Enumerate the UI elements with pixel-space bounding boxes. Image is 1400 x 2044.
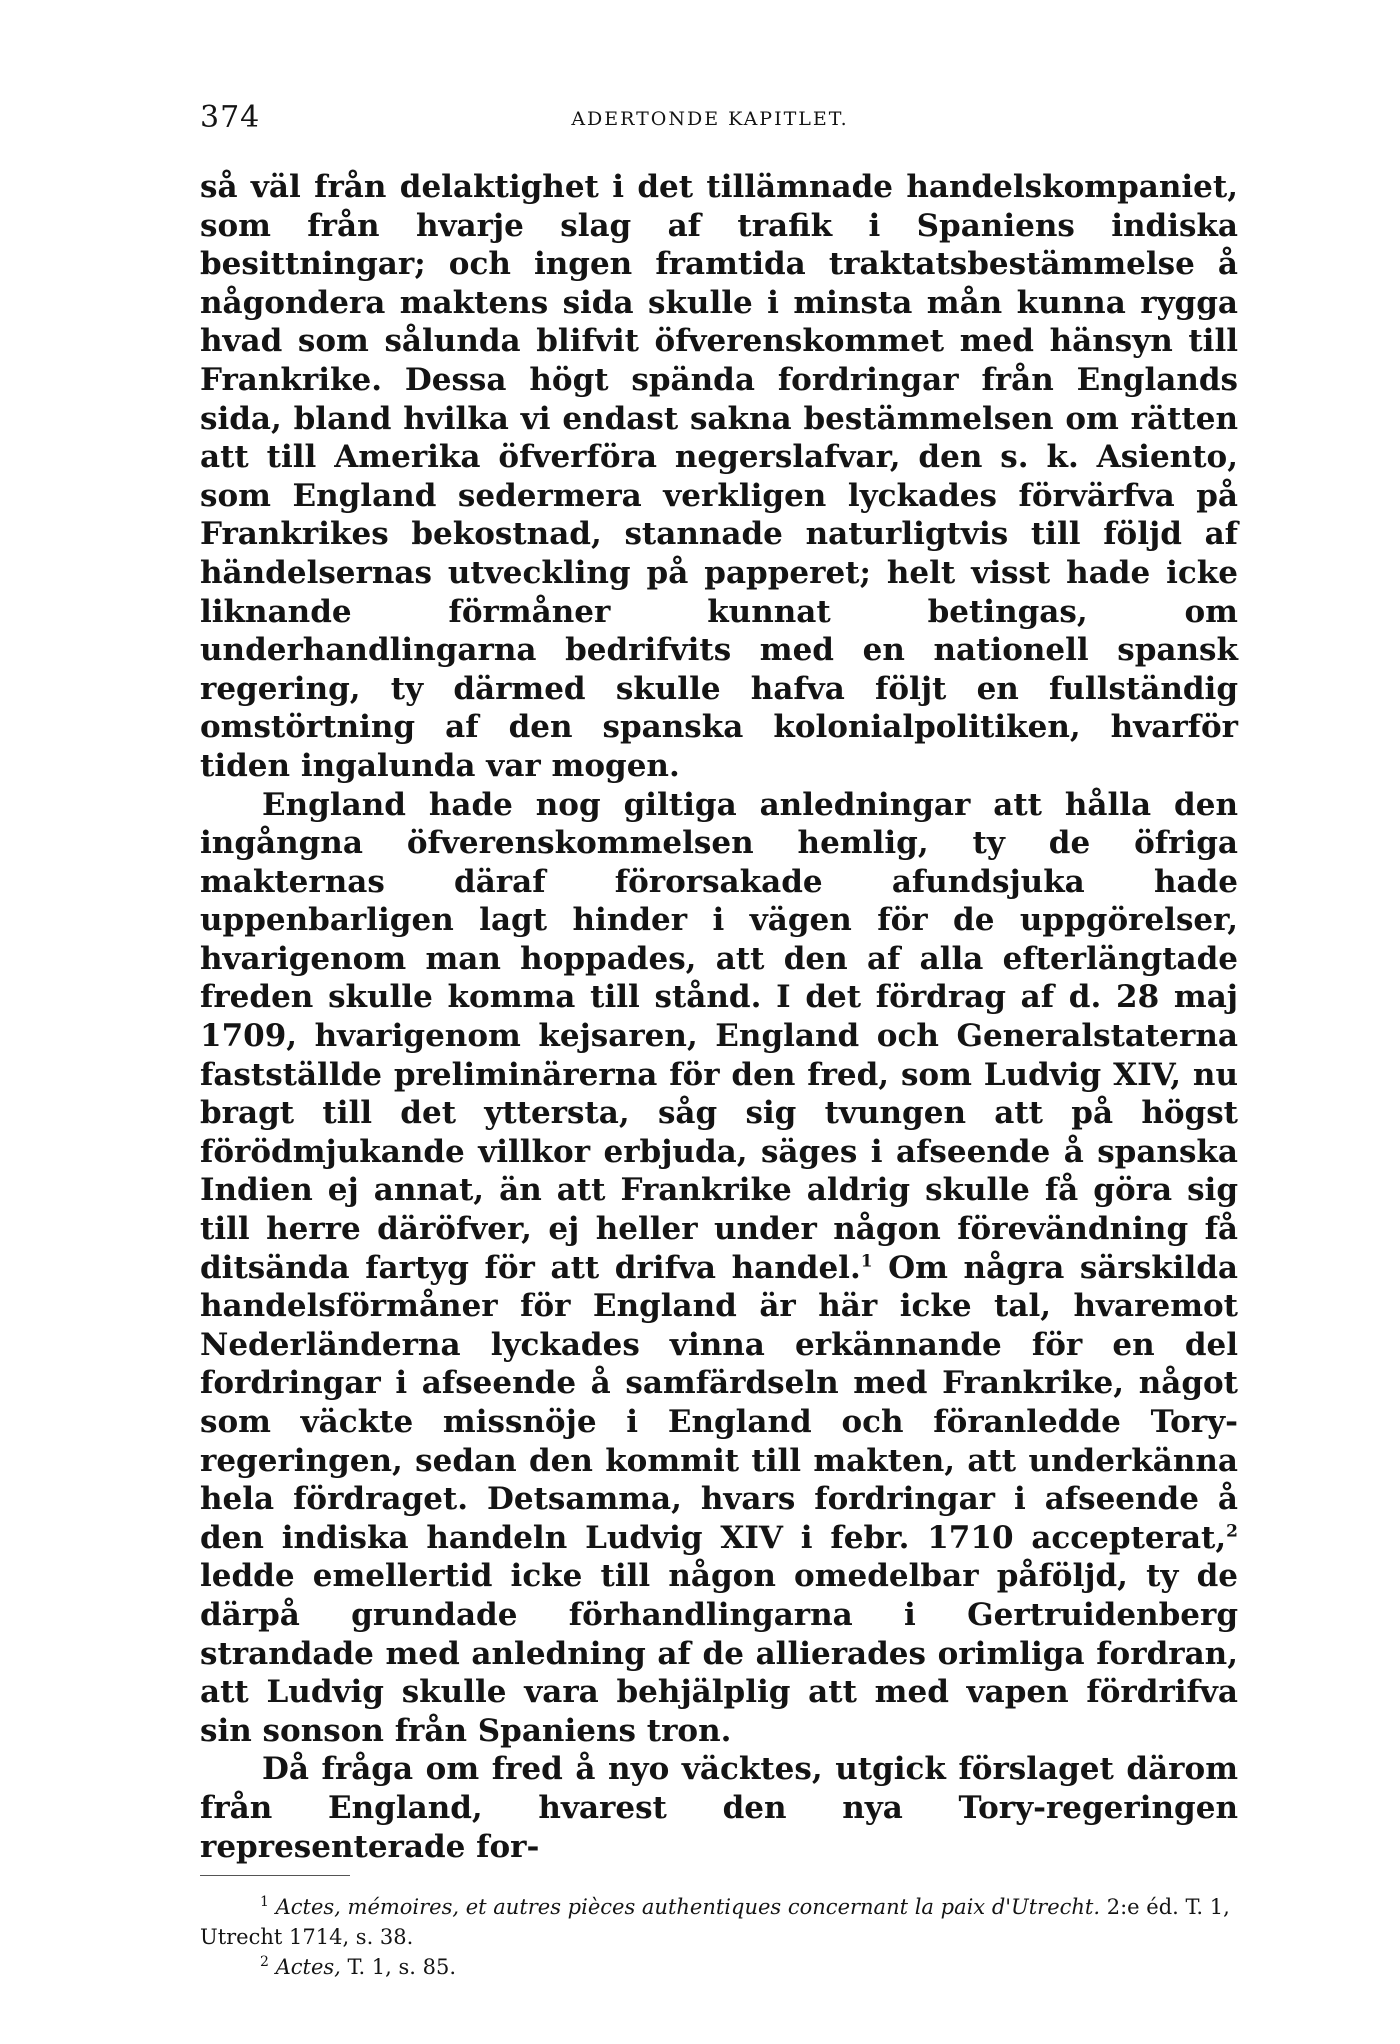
main-text [200,168,1238,1866]
footnotes [200,1892,1238,1982]
footnote-ref-2: 2 [1226,1521,1238,1542]
page-number: 374 [200,100,261,135]
paragraph-3-text: Då fråga om fred å nyo väcktes, utgick förslaget därom från England, hvarest den nya Tory-regeringen representerade for- [200,1751,1238,1865]
paragraph-2-text-b: Om några särskilda handelsförmåner för England är här icke tal, hvaremot Nederländerna lyckades vinna erkännande för en del fordringar i afseende å samfärdseln med Frankrike, något som väckte missnöje i England och föranledde Tory-regeringen, sedan den kommit till makten, att underkänna hela fördraget. Detsamma, hvars fordringar i afseende å den indiska handeln Ludvig XIV i febr. 1710 accepterat, [200,1249,1238,1556]
paragraph-2-text-c: ledde emellertid icke till någon omedelbar påföljd, ty de därpå grundade förhandlingarna i Gertruidenberg strandade med anledning af de allierades orimliga fordran, att Ludvig skulle vara behjälplig att med vapen fördrifva sin sonson från Spaniens tron. [200,1558,1238,1749]
footnote-1-marker: 1 [260,1894,269,1910]
footnote-2 [200,1952,1238,1982]
footnote-2-text: T. 1, s. 85. [340,1955,457,1979]
running-head: ADERTONDE KAPITLET. [571,108,849,130]
footnote-2-title: Actes, [275,1955,341,1979]
footnote-divider [200,1875,350,1876]
paragraph-2 [200,786,1238,1751]
footnote-1-title: Actes, mémoires, et autres pièces authentiques concernant la paix d'Utrecht. [275,1895,1101,1919]
footnote-2-marker: 2 [260,1954,269,1970]
footnote-1-text: 2:e éd. T. 1, Utrecht 1714, s. 38. [200,1895,1230,1949]
footnote-1 [200,1892,1238,1952]
paragraph-1 [200,168,1238,786]
page-header [200,100,1220,140]
paragraph-2-text-a: England hade nog giltiga anledningar att hålla den ingångna öfverenskommelsen hemlig, ty de öfriga makternas däraf förorsakade afundsjuka hade uppenbarligen lagt hinder i vägen för de uppgörelser, hvarigenom man hoppades, att den af alla efterlängtade freden skulle komma till stånd. I det fördrag af d. 28 maj 1709, hvarigenom kejsaren, England och Generalstaterna fastställde preliminärerna för den fred, som Ludvig XIV, nu bragt till det yttersta, såg sig tvungen att på högst förödmjukande villkor erbjuda, säges i afseende å spanska Indien ej annat, än att Frankrike aldrig skulle få göra sig till herre däröfver, ej heller under någon förevändning få ditsända fartyg för att drifva handel. [200,786,1238,1286]
footnote-ref-1: 1 [860,1251,873,1272]
paragraph-3 [200,1750,1238,1866]
paragraph-1-text: så väl från delaktighet i det tillämnade handelskompaniet, som från hvarje slag af trafik i Spaniens indiska besittningar; och ingen framtida traktatsbestämmelse å någondera maktens sida skulle i minsta mån kunna rygga hvad som sålunda blifvit öfverenskommet med hänsyn till Frankrike. Dessa högt spända fordringar från Englands sida, bland hvilka vi endast sakna bestämmelsen om rätten att till Amerika öfverföra negerslafvar, den s. k. Asiento, som England sedermera verkligen lyckades förvärfva på Frankrikes bekostnad, stannade naturligtvis till följd af händelsernas utveckling på papperet; helt visst hade icke liknande förmåner kunnat betingas, om underhandlingarna bedrifvits med en nationell spansk regering, ty därmed skulle hafva följt en fullständig omstörtning af den spanska kolonialpolitiken, hvarför tiden ingalunda var mogen. [200,169,1238,784]
